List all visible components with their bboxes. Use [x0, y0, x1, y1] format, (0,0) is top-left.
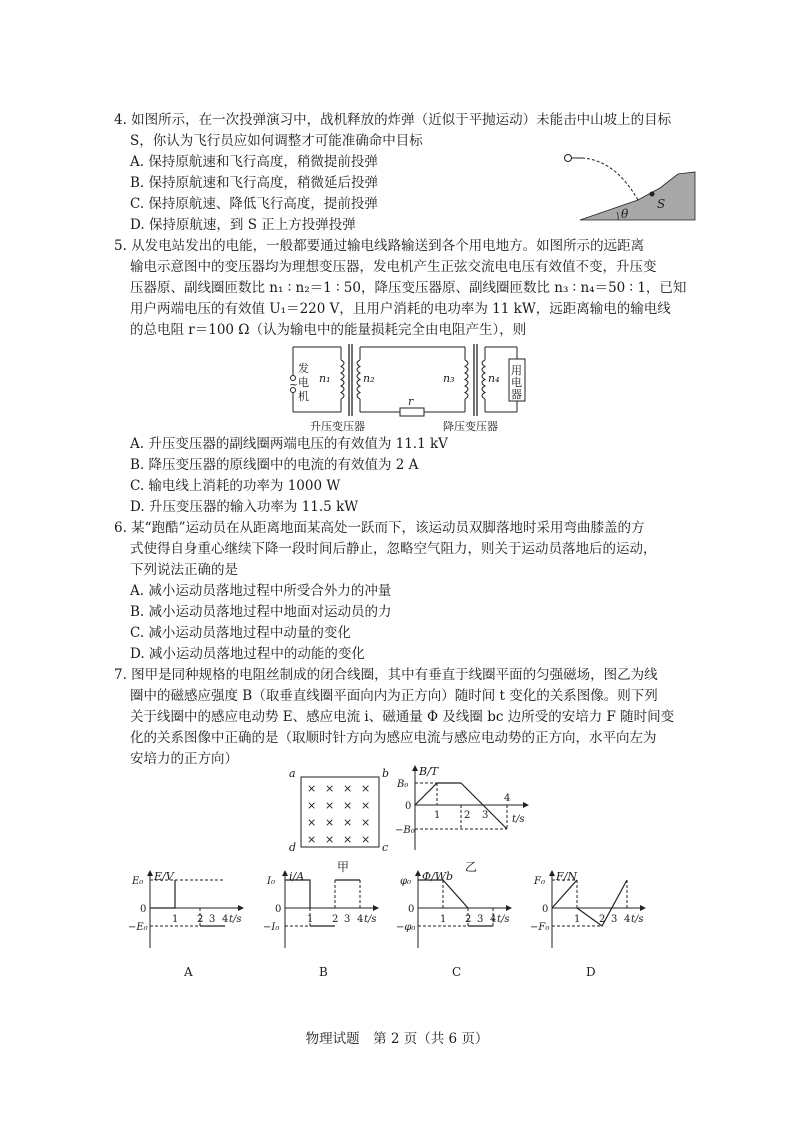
field-x-mark: ×: [343, 816, 353, 829]
generator-ac-symbol: ~: [289, 378, 299, 391]
step-up-label: 升压变压器: [310, 420, 365, 433]
q6-stem-line2: 式使得自身重心继续下降一段时间后静止，忽略空气阻力，则关于运动员落地后的运动，: [130, 541, 657, 557]
field-x-mark: ×: [361, 816, 371, 829]
q4-angle-label: θ: [621, 207, 629, 221]
chart-tick-3: 3: [611, 914, 618, 925]
y-axis-arrow: [282, 870, 288, 876]
n4-label: n₄: [488, 372, 500, 385]
yi-tick-4: 4: [504, 793, 511, 804]
answer-chart-c: [398, 870, 518, 982]
field-x-mark: ×: [325, 799, 335, 812]
step-down-label: 降压变压器: [443, 420, 498, 433]
corner-d: d: [289, 841, 297, 854]
y-axis-arrow: [415, 870, 421, 876]
q7-stem-line5: 安培力的正方向）: [130, 751, 238, 767]
chart-pos-label: I₀: [267, 876, 275, 887]
chart-tick-2: 2: [465, 914, 472, 925]
field-x-mark: ×: [361, 799, 371, 812]
q5-stem-line4: 用户两端电压的有效值 U₁＝220 V，且用户消耗的电功率为 11 kW，远距离输电的输电线: [130, 301, 671, 317]
q6-option-a: A. 减小运动员落地过程中所受合外力的冲量: [130, 583, 392, 599]
chart-tick-1: 1: [172, 914, 179, 925]
chart-zero: 0: [140, 904, 147, 915]
q6-option-b: B. 减小运动员落地过程中地面对运动员的力: [130, 604, 392, 620]
yi-tick-1: 1: [434, 810, 441, 821]
q4-option-b: B. 保持原航速和飞行高度，稍微延后投弹: [130, 175, 379, 191]
q5-option-c: C. 输电线上消耗的功率为 1000 W: [130, 478, 341, 494]
n3-label: n₃: [443, 372, 455, 385]
field-x-mark: ×: [307, 799, 317, 812]
field-x-mark: ×: [343, 833, 353, 846]
yi-ylabel: B/T: [419, 765, 439, 778]
y-axis-arrow: [147, 870, 153, 876]
chart-tick-4: 4: [222, 914, 229, 925]
q5-stem-line1: 5. 从发电站发出的电能，一般都要通过输电线路输送到各个用电地方。如图所示的远距离: [114, 238, 645, 254]
yi-neg-label: −B₀: [395, 825, 415, 836]
q5-stem-line3: 压器原、副线圈匝数比 n₁ ∶ n₂＝1 ∶ 50，降压变压器原、副线圈匝数比 n₃ ∶ n₄＝50 ∶ 1，已知: [130, 280, 687, 296]
chart-letter: D: [586, 965, 596, 979]
chart-xlabel: t/s: [364, 914, 377, 925]
chart-pos-label: F₀: [534, 876, 545, 887]
field-x-mark: ×: [325, 816, 335, 829]
chart-letter: A: [184, 965, 193, 979]
chart-ylabel: Φ/Wb: [422, 870, 454, 883]
chart-zero: 0: [542, 904, 549, 915]
chart-tick-1: 1: [307, 914, 314, 925]
x-axis-arrow: [238, 905, 244, 911]
chart-neg-label: −E₀: [128, 922, 148, 933]
graph-curve: [285, 880, 310, 908]
chart-tick-2: 2: [197, 914, 204, 925]
chart-letter: B: [319, 965, 328, 979]
q5-transmission-circuit: [285, 342, 545, 434]
q7-coil-figure: [285, 765, 395, 875]
chart-zero: 0: [408, 904, 415, 915]
graph-curve: [418, 880, 468, 908]
load-char-3: 器: [511, 388, 522, 401]
q7-stem-line4: 化的关系图像中正确的是（取顺时针方向为感应电流与感应电动势的正方向，水平向左为: [130, 730, 657, 746]
graph-curve: [552, 880, 577, 908]
q7-stem-line1: 7. 图甲是同种规格的电阻丝制成的闭合线圈，其中有垂直于线圈平面的匀强磁场，图乙为线: [114, 667, 658, 683]
generator-char-3: 机: [298, 390, 309, 403]
q6-option-c: C. 减小运动员落地过程中动量的变化: [130, 625, 351, 641]
chart-zero: 0: [275, 904, 282, 915]
n2-label: n₂: [363, 372, 375, 385]
chart-tick-2: 2: [599, 914, 606, 925]
chart-ylabel: E/V: [154, 870, 174, 883]
n1-label: n₁: [319, 372, 331, 385]
answer-chart-a: [130, 870, 250, 982]
q4-target-label: S: [657, 197, 666, 211]
load-char-2: 电: [511, 376, 522, 389]
chart-neg-label: −F₀: [530, 922, 550, 933]
chart-neg-label: −φ₀: [396, 922, 416, 933]
q4-option-d: D. 保持原航速，到 S 正上方投弹投弹: [130, 217, 356, 233]
field-x-mark: ×: [361, 782, 371, 795]
q7-stem-line2: 圈中的磁感应强度 B（取垂直线圈平面向内为正方向）随时间 t 变化的关系图像。则下列: [130, 688, 658, 704]
yi-tick-2: 2: [464, 810, 471, 821]
chart-letter: C: [452, 965, 462, 979]
q5-stem-line5: 的总电阻 r＝100 Ω（认为输电中的能量损耗完全由电阻产生），则: [130, 322, 527, 338]
q5-option-d: D. 升压变压器的输入功率为 11.5 kW: [130, 499, 359, 515]
field-x-mark: ×: [307, 816, 317, 829]
q4-option-c: C. 保持原航速、降低飞行高度，提前投弹: [130, 196, 378, 212]
chart-pos-label: E₀: [132, 876, 144, 887]
corner-a: a: [289, 767, 296, 780]
corner-c: c: [382, 841, 389, 854]
q4-slope-figure: [560, 148, 700, 223]
chart-pos-label: φ₀: [400, 876, 412, 887]
yi-pos-label: B₀: [397, 779, 409, 790]
x-axis-arrow: [506, 905, 512, 911]
field-x-mark: ×: [307, 782, 317, 795]
yi-zero: 0: [405, 801, 412, 812]
chart-xlabel: t/s: [229, 914, 242, 925]
page-footer: 物理试题 第 2 页（共 6 页）: [305, 1031, 489, 1047]
q5-option-a: A. 升压变压器的副线圈两端电压的有效值为 11.1 kV: [130, 436, 448, 452]
chart-neg-label: −I₀: [263, 922, 280, 933]
chart-tick-4: 4: [490, 914, 497, 925]
field-x-mark: ×: [361, 833, 371, 846]
fig-yi-caption: 乙: [465, 860, 478, 874]
field-x-mark: ×: [325, 833, 335, 846]
fig-jia-caption: 甲: [337, 860, 350, 874]
q6-option-d: D. 减小运动员落地过程中的动能的变化: [130, 646, 365, 662]
chart-tick-1: 1: [440, 914, 447, 925]
field-x-mark: ×: [307, 833, 317, 846]
chart-xlabel: t/s: [631, 914, 644, 925]
field-x-mark: ×: [343, 799, 353, 812]
chart-ylabel: F/N: [556, 870, 577, 883]
chart-ylabel: i/A: [289, 870, 305, 883]
load-char-1: 用: [511, 364, 522, 377]
graph-curve: [150, 880, 175, 908]
field-x-mark: ×: [325, 782, 335, 795]
generator-char-1: 发: [298, 362, 309, 375]
chart-tick-4: 4: [357, 914, 364, 925]
q7-b-vs-t-graph: [395, 765, 535, 875]
q4-stem-line1: 4. 如图所示，在一次投弹演习中，战机释放的炸弹（近似于平抛运动）未能击中山坡上的目标: [114, 112, 672, 128]
resistor-label: r: [408, 395, 414, 408]
chart-tick-1: 1: [574, 914, 581, 925]
chart-tick-4: 4: [624, 914, 631, 925]
corner-b: b: [382, 767, 390, 780]
x-axis-arrow: [640, 905, 646, 911]
field-x-mark: ×: [343, 782, 353, 795]
generator-char-2: 电: [298, 376, 309, 389]
chart-tick-3: 3: [209, 914, 216, 925]
answer-chart-b: [265, 870, 385, 982]
q4-stem-line2: S，你认为飞行员应如何调整才可能准确命中目标: [130, 133, 423, 149]
y-axis-arrow: [549, 870, 555, 876]
q6-stem-line3: 下列说法正确的是: [130, 562, 238, 578]
answer-chart-d: [532, 870, 652, 982]
q5-stem-line2: 输电示意图中的变压器均为理想变压器，发电机产生正弦交流电电压有效值不变，升压变: [130, 259, 657, 275]
chart-tick-3: 3: [344, 914, 351, 925]
chart-tick-3: 3: [477, 914, 484, 925]
x-axis-arrow: [373, 905, 379, 911]
q4-option-a: A. 保持原航速和飞行高度，稍微提前投弹: [130, 154, 378, 170]
yi-xlabel: t/s: [512, 814, 525, 825]
chart-tick-2: 2: [332, 914, 339, 925]
q5-option-b: B. 降压变压器的原线圈中的电流的有效值为 2 A: [130, 457, 419, 473]
chart-xlabel: t/s: [497, 914, 510, 925]
q6-stem-line1: 6. 某“跑酷”运动员在从距离地面某高处一跃而下，该运动员双脚落地时采用弯曲膝盖的方: [114, 520, 645, 536]
yi-tick-3: 3: [482, 810, 489, 821]
q7-stem-line3: 关于线圈中的感应电动势 E、感应电流 i、磁通量 Φ 及线圈 bc 边所受的安培力 F 随时间变: [130, 709, 675, 725]
